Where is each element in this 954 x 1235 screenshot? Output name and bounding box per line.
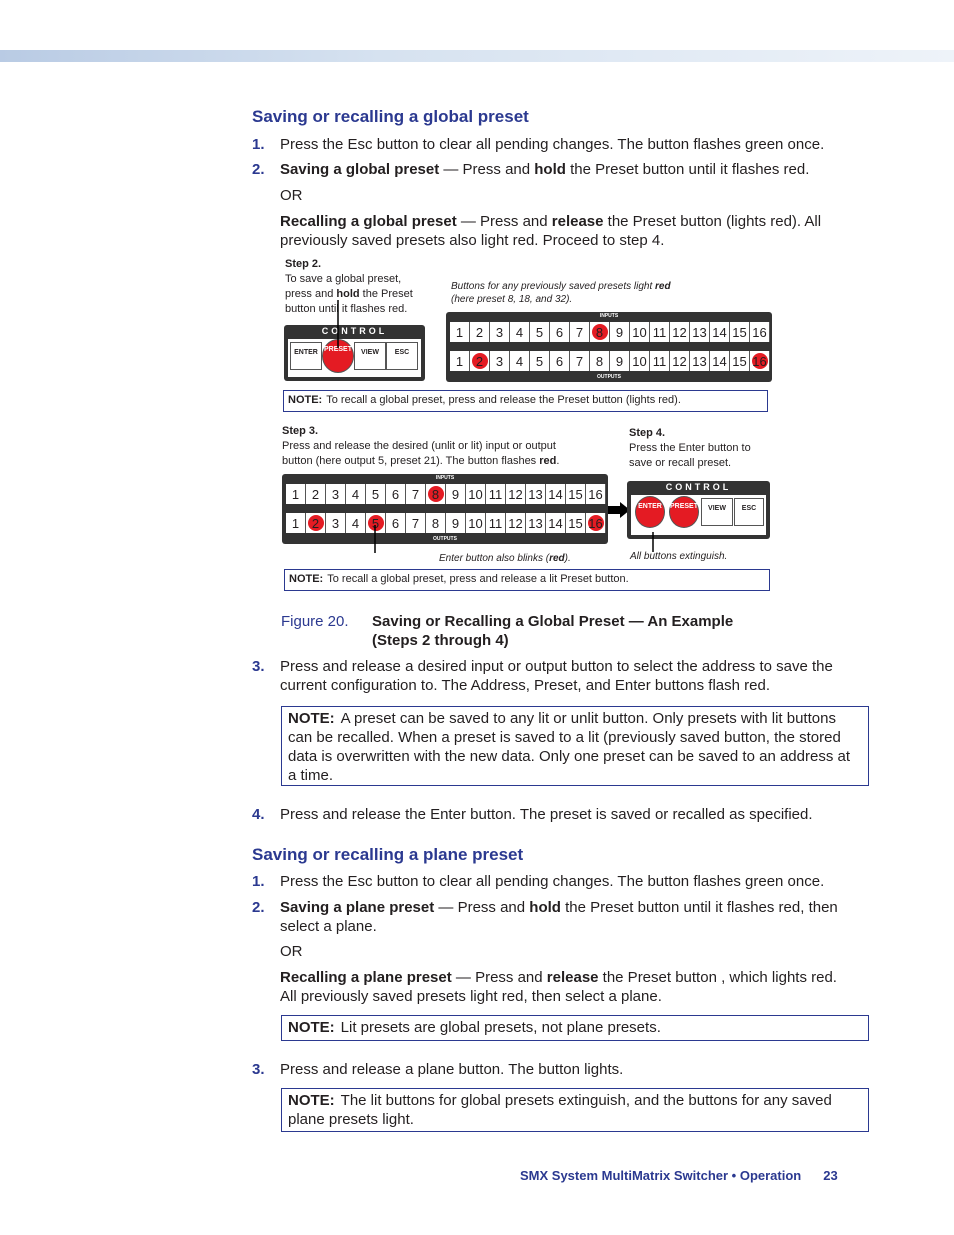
matrix-button[interactable]: 5 [366, 484, 386, 504]
matrix-grid-1: INPUTS 1 2 3 4 5 6 7 8 9 10 11 12 13 14 15 16 1 2 3 4 5 6 7 8 9 10 11 12 13 14 15 16 OUTPUTS [446, 312, 772, 382]
matrix-button[interactable]: 1 [286, 484, 306, 504]
matrix-button[interactable]: 14 [710, 351, 730, 371]
matrix-button[interactable]: 9 [446, 484, 466, 504]
matrix-button[interactable]: 14 [546, 513, 566, 533]
matrix-button[interactable]: 1 [286, 513, 306, 533]
enter-button[interactable]: ENTER [290, 342, 322, 370]
matrix-button[interactable]: 9 [446, 513, 466, 533]
matrix-button[interactable]: 2 [470, 322, 490, 342]
matrix-button[interactable]: 6 [386, 484, 406, 504]
matrix-button[interactable]: 10 [466, 484, 486, 504]
matrix-button[interactable]: 9 [610, 322, 630, 342]
recall-plane-text: Recalling a plane preset — Press and release the Preset button , which lights red. All previously saved presets light red, then select a plane. [280, 969, 837, 1005]
matrix-button[interactable]: 2 [306, 513, 326, 533]
matrix-button[interactable]: 14 [710, 322, 730, 342]
matrix-button[interactable]: 15 [730, 351, 750, 371]
all-extinguish-note: All buttons extinguish. [630, 551, 728, 562]
control-panel-2: CONTROL ENTER PRESET VIEW ESC [627, 481, 770, 539]
matrix-button[interactable]: 12 [506, 484, 526, 504]
view-button[interactable]: VIEW [701, 498, 733, 526]
matrix-button[interactable]: 8 [426, 484, 446, 504]
matrix-button[interactable]: 11 [650, 351, 670, 371]
matrix-button[interactable]: 7 [406, 484, 426, 504]
matrix-button[interactable]: 12 [670, 351, 690, 371]
matrix-button[interactable]: 13 [690, 322, 710, 342]
or-text-2: OR [280, 943, 303, 960]
matrix-grid-2: INPUTS 1 2 3 4 5 6 7 8 9 10 11 12 13 14 15 16 1 2 3 4 5 6 7 8 9 10 11 12 13 14 15 16 OUTPUTS [282, 474, 608, 544]
matrix-button[interactable]: 5 [366, 513, 386, 533]
matrix-button[interactable]: 16 [586, 484, 606, 504]
fig-buttons-note: Buttons for any previously saved presets light red (here preset 8, 18, and 32). [451, 281, 671, 305]
matrix-button[interactable]: 14 [546, 484, 566, 504]
matrix-button[interactable]: 12 [670, 322, 690, 342]
matrix-button[interactable]: 2 [470, 351, 490, 371]
matrix-button[interactable]: 13 [690, 351, 710, 371]
matrix-button[interactable]: 4 [346, 513, 366, 533]
outputs-row [450, 351, 770, 371]
matrix-button[interactable]: 16 [586, 513, 606, 533]
matrix-button[interactable]: 5 [530, 351, 550, 371]
matrix-button[interactable]: 3 [490, 322, 510, 342]
matrix-button[interactable]: 6 [386, 513, 406, 533]
matrix-button[interactable]: 6 [550, 322, 570, 342]
note-preset: NOTE: A preset can be saved to any lit or unlit button. Only presets with lit buttons can be recalled. When a preset is saved to a lit (previously saved button, the stored data is overwritten with the new data. Only one preset can be saved to an address at a time. [281, 706, 869, 786]
matrix-button[interactable]: 2 [306, 484, 326, 504]
note-extinguish: NOTE: The lit buttons for global presets extinguish, and the buttons for any saved plane presets light. [281, 1088, 869, 1132]
matrix-button[interactable]: 8 [590, 351, 610, 371]
inputs-row [286, 484, 606, 504]
matrix-button[interactable]: 13 [526, 484, 546, 504]
fig-step4-text: Step 4. Press the Enter button to save or recall preset. [629, 427, 751, 469]
arrow-icon [370, 525, 380, 555]
matrix-button[interactable]: 13 [526, 513, 546, 533]
matrix-button[interactable]: 10 [630, 322, 650, 342]
matrix-button[interactable]: 4 [510, 351, 530, 371]
matrix-button[interactable]: 10 [630, 351, 650, 371]
matrix-button[interactable]: 15 [566, 484, 586, 504]
matrix-button[interactable]: 16 [750, 351, 770, 371]
esc-button[interactable]: ESC [734, 498, 764, 526]
inputs-row [450, 322, 770, 342]
or-text: OR [280, 187, 303, 204]
matrix-button[interactable]: 3 [326, 484, 346, 504]
view-button[interactable]: VIEW [354, 342, 386, 370]
page-footer: SMX System MultiMatrix Switcher • Operation 23 [520, 1168, 838, 1183]
arrow-icon [320, 300, 370, 350]
matrix-button[interactable]: 12 [506, 513, 526, 533]
section-heading-plane: Saving or recalling a plane preset [252, 845, 524, 864]
matrix-button[interactable]: 11 [650, 322, 670, 342]
matrix-button[interactable]: 16 [750, 322, 770, 342]
enter-blinks-note: Enter button also blinks (red). [439, 553, 571, 564]
matrix-button[interactable]: 1 [450, 322, 470, 342]
matrix-button[interactable]: 10 [466, 513, 486, 533]
figure-note-2: NOTE: To recall a global preset, press and release a lit Preset button. [284, 569, 770, 591]
matrix-button[interactable]: 11 [486, 513, 506, 533]
matrix-button[interactable]: 3 [326, 513, 346, 533]
matrix-button[interactable]: 8 [426, 513, 446, 533]
esc-button[interactable]: ESC [386, 342, 418, 370]
preset-button[interactable]: PRESET [322, 339, 354, 373]
outputs-row [286, 513, 606, 533]
fig-step3-text: Step 3. Press and release the desired (unlit or lit) input or output button (here output 5, preset 21). The button flashes red. [282, 425, 560, 467]
figure-note-1: NOTE: To recall a global preset, press and release the Preset button (lights red). [283, 390, 768, 412]
matrix-button[interactable]: 9 [610, 351, 630, 371]
matrix-button[interactable]: 7 [570, 322, 590, 342]
matrix-button[interactable]: 15 [566, 513, 586, 533]
enter-button[interactable]: ENTER [635, 496, 665, 528]
section-heading-global: Saving or recalling a global preset [252, 107, 529, 126]
matrix-button[interactable]: 5 [530, 322, 550, 342]
matrix-button[interactable]: 11 [486, 484, 506, 504]
matrix-button[interactable]: 4 [346, 484, 366, 504]
matrix-button[interactable]: 3 [490, 351, 510, 371]
control-panel-1: CONTROL ENTER PRESET VIEW ESC [284, 325, 425, 381]
matrix-button[interactable]: 15 [730, 322, 750, 342]
recall-global-text: Recalling a global preset — Press and release the Preset button (lights red). All previously saved presets also light red. Proceed to step 4. [280, 213, 822, 249]
fig-step2-text: Step 2. To save a global preset, press and hold the Preset button until it flashes red. [285, 258, 413, 315]
matrix-button[interactable]: 4 [510, 322, 530, 342]
header-bar [0, 50, 954, 62]
note-lit-presets: NOTE: Lit presets are global presets, not plane presets. [281, 1015, 869, 1041]
matrix-button[interactable]: 7 [570, 351, 590, 371]
matrix-button[interactable]: 8 [590, 322, 610, 342]
preset-button[interactable]: PRESET [669, 496, 699, 528]
matrix-button[interactable]: 7 [406, 513, 426, 533]
matrix-button[interactable]: 1 [450, 351, 470, 371]
matrix-button[interactable]: 6 [550, 351, 570, 371]
